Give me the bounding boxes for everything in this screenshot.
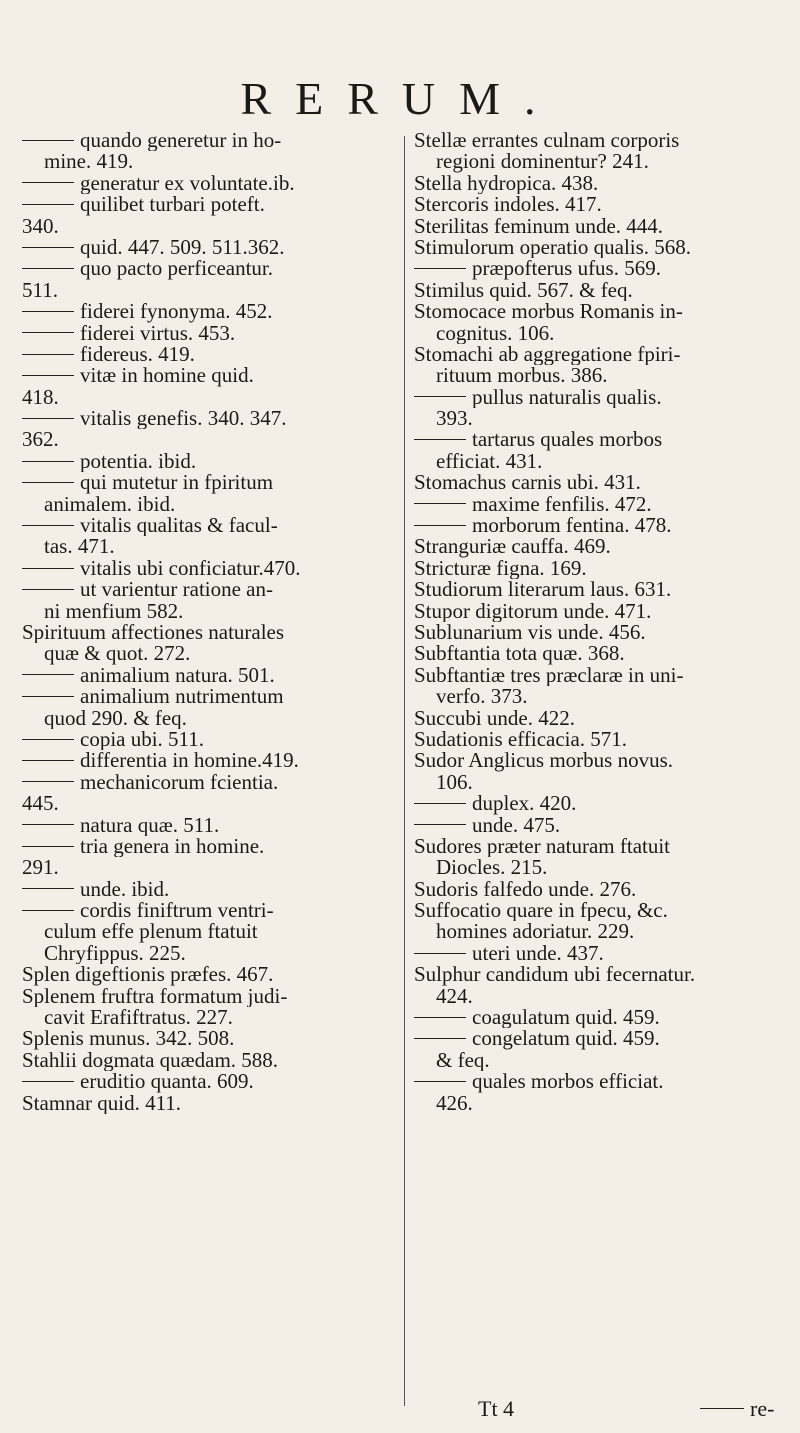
- entry-text: Suffocatio quare in fpecu, &c.: [414, 900, 668, 922]
- entry-text: Stimilus quid. 567. & feq.: [414, 279, 633, 302]
- index-entry: [22, 151, 400, 172]
- entry-text: 340.: [22, 215, 59, 237]
- dash-rule: [22, 140, 74, 141]
- index-entry: [22, 943, 400, 964]
- dash-rule: [22, 461, 74, 462]
- entry-text: duplex. 420.: [472, 793, 577, 815]
- entry-text: 291.: [22, 857, 59, 879]
- entry-text: culum effe plenum ftatuit: [44, 921, 258, 943]
- entry-text: Stomocace morbus Romanis in-: [414, 301, 683, 323]
- entry-text: quod 290. & feq.: [44, 707, 187, 729]
- entry-text: vitalis ubi conficiatur.470.: [80, 557, 301, 580]
- entry-text: uteri unde. 437.: [472, 942, 604, 965]
- entry-text: Splen digeftionis præfes. 467.: [22, 964, 274, 986]
- index-entry: [22, 515, 400, 536]
- entry-text: efficiat. 431.: [436, 450, 543, 473]
- index-entry: [22, 194, 400, 215]
- entry-text: Sudores præter naturam ftatuit: [414, 835, 671, 858]
- entry-text: quales morbos efficiat.: [472, 1071, 664, 1093]
- index-entry: [414, 601, 786, 622]
- index-entry: [414, 815, 786, 836]
- index-entry: [414, 472, 786, 493]
- index-entry: [22, 173, 400, 194]
- entry-text: rituum morbus. 386.: [436, 365, 608, 387]
- running-title: RERUM.: [240, 73, 560, 124]
- index-entry: [414, 793, 786, 814]
- entry-text: præpofterus ufus. 569.: [472, 258, 661, 280]
- index-entry: [22, 708, 400, 729]
- entry-text: coagulatum quid. 459.: [472, 1007, 660, 1029]
- index-entry: [22, 280, 400, 301]
- index-entry: [414, 365, 786, 386]
- index-entry: [414, 836, 786, 857]
- index-entry: [22, 344, 400, 365]
- entry-text: Subftantia tota quæ. 368.: [414, 643, 625, 665]
- entry-text: Sulphur candidum ubi fecernatur.: [414, 964, 696, 986]
- entry-text: vitæ in homine quid.: [80, 365, 254, 387]
- entry-text: Spirituum affectiones naturales: [22, 621, 285, 644]
- entry-text: Diocles. 215.: [436, 857, 548, 879]
- dash-rule: [22, 311, 74, 312]
- dash-rule: [22, 375, 74, 376]
- entry-text: cognitus. 106.: [436, 322, 555, 344]
- index-entry: [414, 708, 786, 729]
- entry-text: 393.: [436, 408, 473, 430]
- entry-text: natura quæ. 511.: [80, 814, 220, 836]
- dash-rule: [22, 525, 74, 526]
- index-entry: [22, 323, 400, 344]
- index-entry: [414, 194, 786, 215]
- index-entry: [22, 622, 400, 643]
- index-entry: [22, 729, 400, 750]
- index-entry: [22, 1050, 400, 1071]
- entry-text: 424.: [436, 985, 473, 1008]
- index-entry: [22, 686, 400, 707]
- entry-text: quo pacto perficeantur.: [80, 258, 273, 280]
- dash-rule: [414, 953, 466, 954]
- index-entry: [414, 622, 786, 643]
- index-entry: [22, 558, 400, 579]
- dash-rule: [22, 354, 74, 355]
- index-entry: [22, 1071, 400, 1092]
- entry-text: Sudoris falfedo unde. 276.: [414, 878, 637, 901]
- index-entry: [22, 964, 400, 985]
- index-entry: [22, 365, 400, 386]
- dash-rule: [22, 760, 74, 761]
- index-entry: [414, 429, 786, 450]
- dash-rule: [22, 824, 74, 825]
- dash-rule: [414, 1081, 466, 1082]
- dash-rule: [414, 439, 466, 440]
- index-entry: [414, 1028, 786, 1049]
- entry-text: 362.: [22, 429, 59, 451]
- index-entry: [414, 879, 786, 900]
- entry-text: Stella hydropica. 438.: [414, 172, 599, 195]
- entry-text: differentia in homine.419.: [80, 750, 299, 772]
- entry-text: 418.: [22, 386, 59, 409]
- entry-text: 445.: [22, 793, 59, 815]
- index-entry: [414, 900, 786, 921]
- entry-text: & feq.: [436, 1049, 490, 1072]
- entry-text: Stamnar quid. 411.: [22, 1092, 182, 1114]
- index-entry: [414, 216, 786, 237]
- index-entry: [22, 815, 400, 836]
- entry-text: potentia. ibid.: [80, 450, 197, 473]
- dash-rule: [22, 696, 74, 697]
- entry-text: Sterilitas feminum unde. 444.: [414, 215, 664, 237]
- index-entry: [22, 900, 400, 921]
- dash-rule: [22, 846, 74, 847]
- entry-text: Stupor digitorum unde. 471.: [414, 600, 652, 622]
- index-entry: [414, 344, 786, 365]
- index-entry: [414, 558, 786, 579]
- index-entry: [414, 921, 786, 942]
- index-entry: [414, 643, 786, 664]
- index-entry: [22, 536, 400, 557]
- dash-rule: [22, 247, 74, 248]
- entry-text: copia ubi. 511.: [80, 728, 205, 751]
- entry-text: tartarus quales morbos: [472, 429, 663, 451]
- entry-text: 426.: [436, 1092, 473, 1114]
- index-entry: [22, 387, 400, 408]
- index-entry: [414, 686, 786, 707]
- dash-rule: [22, 182, 74, 183]
- entry-text: Stranguriæ cauffa. 469.: [414, 536, 611, 558]
- index-entry: [22, 216, 400, 237]
- index-entry: [22, 643, 400, 664]
- index-entry: [414, 750, 786, 771]
- index-entry: [22, 857, 400, 878]
- entry-text: quando generetur in ho-: [80, 130, 282, 152]
- entry-text: Splenis munus. 342. 508.: [22, 1028, 235, 1050]
- index-entry: [414, 986, 786, 1007]
- index-entry: [22, 772, 400, 793]
- index-entry: [414, 964, 786, 985]
- entry-text: Stahlii dogmata quædam. 588.: [22, 1049, 279, 1072]
- dash-rule: [414, 268, 466, 269]
- entry-text: ni menfium 582.: [44, 600, 184, 622]
- entry-text: mine. 419.: [44, 151, 134, 173]
- entry-text: 511.: [22, 279, 58, 302]
- dash-rule: [414, 803, 466, 804]
- dash-rule: [22, 888, 74, 889]
- dash-rule: [22, 418, 74, 419]
- index-entry: [414, 536, 786, 557]
- index-entry: [22, 665, 400, 686]
- entry-text: unde. 475.: [472, 814, 561, 836]
- index-entry: [22, 237, 400, 258]
- index-entry: [22, 750, 400, 771]
- dash-rule: [22, 204, 74, 205]
- entry-text: fiderei virtus. 453.: [80, 322, 236, 344]
- index-entry: [414, 237, 786, 258]
- index-entry: [22, 793, 400, 814]
- entry-text: quilibet turbari poteft.: [80, 194, 265, 216]
- entry-text: Succubi unde. 422.: [414, 707, 575, 729]
- index-entry: [414, 1093, 786, 1114]
- entry-text: Stricturæ figna. 169.: [414, 557, 587, 580]
- index-entry: [22, 601, 400, 622]
- index-entry: [414, 151, 786, 172]
- index-entry: [22, 579, 400, 600]
- dash-rule: [22, 482, 74, 483]
- dash-rule: [22, 332, 74, 333]
- entry-text: Chryfippus. 225.: [44, 942, 186, 965]
- dash-rule: [22, 1081, 74, 1082]
- index-entry: [414, 1071, 786, 1092]
- entry-text: animalium natura. 501.: [80, 664, 275, 687]
- entry-text: verfo. 373.: [436, 686, 528, 708]
- index-entry: [414, 408, 786, 429]
- entry-text: Sublunarium vis unde. 456.: [414, 621, 646, 644]
- entry-text: 106.: [436, 771, 473, 794]
- index-entry: [22, 1007, 400, 1028]
- index-entry: [414, 323, 786, 344]
- index-entry: [414, 515, 786, 536]
- catchword: [700, 1396, 774, 1422]
- entry-text: tas. 471.: [44, 536, 115, 558]
- dash-rule: [414, 503, 466, 504]
- entry-text: unde. ibid.: [80, 878, 170, 901]
- entry-text: eruditio quanta. 609.: [80, 1071, 254, 1093]
- index-entry: [22, 429, 400, 450]
- entry-text: Stomachus carnis ubi. 431.: [414, 472, 641, 494]
- entry-text: Stellæ errantes culnam corporis: [414, 130, 680, 152]
- index-entry: [414, 130, 786, 151]
- index-entry: [22, 408, 400, 429]
- index-entry: [414, 665, 786, 686]
- dash-rule: [22, 781, 74, 782]
- index-entry: [414, 387, 786, 408]
- dash-rule: [22, 568, 74, 569]
- index-entry: [22, 472, 400, 493]
- index-entry: [414, 772, 786, 793]
- index-entry: [22, 836, 400, 857]
- entry-text: Sudor Anglicus morbus novus.: [414, 750, 674, 772]
- index-entry: [414, 258, 786, 279]
- dash-rule: [700, 1408, 744, 1409]
- left-column: [22, 130, 400, 1114]
- entry-text: tria genera in homine.: [80, 835, 265, 858]
- index-entry: [414, 943, 786, 964]
- index-entry: [22, 986, 400, 1007]
- dash-rule: [414, 1017, 466, 1018]
- entry-text: Sudationis efficacia. 571.: [414, 728, 628, 751]
- index-entry: [414, 301, 786, 322]
- dash-rule: [414, 1038, 466, 1039]
- index-entry: [22, 1093, 400, 1114]
- index-entry: [22, 258, 400, 279]
- index-entry: [414, 857, 786, 878]
- index-entry: [414, 280, 786, 301]
- index-entry: [414, 729, 786, 750]
- entry-text: fiderei fynonyma. 452.: [80, 301, 273, 323]
- catchword-text: re-: [750, 1396, 775, 1421]
- entry-text: Stimulorum operatio qualis. 568.: [414, 236, 692, 259]
- signature-mark: Tt 4: [478, 1396, 515, 1421]
- entry-text: regioni dominentur? 241.: [436, 151, 649, 173]
- index-entry: [414, 494, 786, 515]
- dash-rule: [22, 589, 74, 590]
- index-entry: [22, 1028, 400, 1049]
- entry-text: quid. 447. 509. 511.362.: [80, 236, 285, 259]
- entry-text: Stomachi ab aggregatione fpiri-: [414, 343, 681, 366]
- entry-text: qui mutetur in fpiritum: [80, 472, 274, 494]
- index-entry: [22, 494, 400, 515]
- entry-text: animalium nutrimentum: [80, 686, 284, 708]
- index-entry: [22, 130, 400, 151]
- dash-rule: [22, 268, 74, 269]
- dash-rule: [414, 396, 466, 397]
- dash-rule: [22, 910, 74, 911]
- entry-text: animalem. ibid.: [44, 493, 176, 516]
- entry-text: fidereus. 419.: [80, 343, 195, 366]
- index-entry: [414, 451, 786, 472]
- entry-text: quæ & quot. 272.: [44, 643, 191, 665]
- entry-text: morborum fentina. 478.: [472, 515, 672, 537]
- dash-rule: [414, 824, 466, 825]
- entry-text: congelatum quid. 459.: [472, 1028, 660, 1050]
- index-entry: [414, 1050, 786, 1071]
- entry-text: Studiorum literarum laus. 631.: [414, 579, 672, 601]
- right-column: [414, 130, 786, 1114]
- index-entry: [22, 451, 400, 472]
- index-entry: [22, 301, 400, 322]
- index-entry: [22, 879, 400, 900]
- index-entry: [414, 173, 786, 194]
- column-divider: [404, 136, 405, 1406]
- entry-text: Splenem fruftra formatum judi-: [22, 985, 288, 1008]
- entry-text: vitalis genefis. 340. 347.: [80, 408, 287, 430]
- index-entry: [414, 1007, 786, 1028]
- entry-text: generatur ex voluntate.ib.: [80, 172, 295, 195]
- entry-text: Stercoris indoles. 417.: [414, 194, 602, 216]
- index-entry: [22, 921, 400, 942]
- entry-text: homines adoriatur. 229.: [436, 921, 635, 943]
- entry-text: ut varientur ratione an-: [80, 579, 273, 601]
- dash-rule: [22, 674, 74, 675]
- entry-text: cavit Erafiftratus. 227.: [44, 1007, 233, 1029]
- entry-text: mechanicorum fcientia.: [80, 771, 279, 794]
- dash-rule: [414, 525, 466, 526]
- entry-text: vitalis qualitas & facul-: [80, 515, 278, 537]
- entry-text: maxime fenfilis. 472.: [472, 493, 652, 516]
- entry-text: pullus naturalis qualis.: [472, 386, 662, 409]
- entry-text: cordis finiftrum ventri-: [80, 900, 274, 922]
- entry-text: Subftantiæ tres præclaræ in uni-: [414, 664, 684, 687]
- index-entry: [414, 579, 786, 600]
- dash-rule: [22, 739, 74, 740]
